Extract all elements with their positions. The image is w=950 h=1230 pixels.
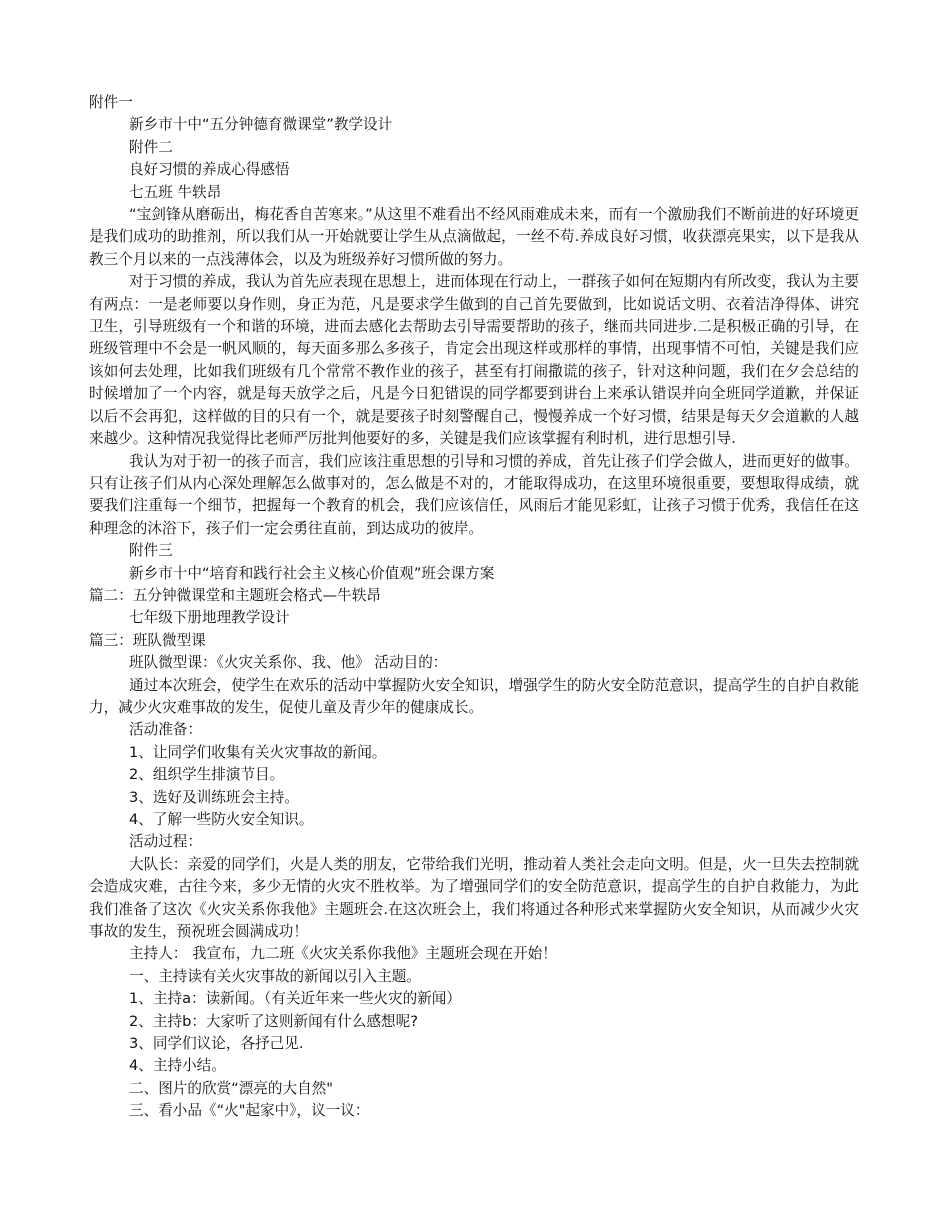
step-1-heading: 一、主持读有关火灾事故的新闻以引入主题。 — [129, 967, 421, 985]
activity-goal-paragraph: 通过本次班会，使学生在欢乐的活动中掌握防火安全知识，增强学生的防火安全防范意识，提高学生的自护自救能力，减少火灾难事故的发生，促使儿童及青少年的健康成长。 — [89, 676, 859, 716]
step-1-item-1: 1、主持a：读新闻。（有关近年来一些火灾的新闻） — [129, 990, 461, 1008]
document-page — [89, 92, 859, 1123]
process-heading: 活动过程： — [129, 833, 202, 851]
geography-design-title: 七年级下册地理教学设计 — [129, 609, 290, 627]
captain-speech-paragraph: 大队长：亲爱的同学们，火是人类的朋友，它带给我们光明，推动着人类社会走向文明。但是，火一旦失去控制就会造成灾难，古往今来，多少无情的火灾不胜枚举。为了增强同学们的安全防范意识，提高学生的自护自救能力，为此我们准备了这次《火灾关系你我他》主题班会.在这次班会上，我们将通过各种形式来掌握防火安全知识，从而减少火灾事故的发生，预祝班会圆满成功！ — [89, 855, 859, 941]
essay-paragraph-2: 对于习惯的养成，我认为首先应表现在思想上，进而体现在行动上，一群孩子如何在短期内有所改变，我认为主要有两点：一是老师要以身作则，身正为范，凡是要求学生做到的自己首先要做到，比如说话文明、衣着洁净得体、讲究卫生，引导班级有一个和谐的环境，进而去感化去帮助去引导需要帮助的孩子，继而共同进步.二是积极正确的引导，在班级管理中不会是一帆风顺的，每天面多那么多孩子，肯定会出现这样或那样的事情，出现事情不可怕，关键是我们应该如何去处理，比如我们班级有几个常常不教作业的孩子，甚至有打闹撒谎的孩子，针对这种问题，我们在夕会总结的时候增加了一个内容，就是每天放学之后，凡是今日犯错误的同学都要到讲台上来承认错误并向全班同学道歉，并保证以后不会再犯，这样做的目的只有一个，就是要孩子时刻警醒自己，慢慢养成一个好习惯，结果是每天夕会道歉的人越来越少。这种情况我觉得比老师严厉批判他要好的多，关键是我们应该掌握有利时机，进行思想引导. — [89, 273, 859, 448]
preparation-item-3: 3、选好及训练班会主持。 — [129, 788, 299, 806]
preparation-item-2: 2、组织学生排演节目。 — [129, 766, 285, 784]
step-2-heading: 二、图片的欣赏“漂亮的大自然" — [129, 1079, 333, 1097]
preparation-item-4: 4、了解一些防火安全知识。 — [129, 811, 314, 828]
section-2-heading: 篇二：五分钟微课堂和主题班会格式—牛轶昂 — [89, 586, 381, 604]
step-1-item-2: 2、主持b：大家听了这则新闻有什么感想呢? — [129, 1012, 418, 1030]
attachment-1-heading: 附件一 — [89, 94, 133, 111]
step-3-heading: 三、看小品《“火"起家中》，议一议： — [129, 1102, 370, 1120]
attachment-1-title: 新乡市十中“五分钟德育微课堂”教学设计 — [129, 116, 393, 134]
preparation-item-1: 1、让同学们收集有关火灾事故的新闻。 — [129, 743, 387, 761]
host-announcement: 主持人： 我宣布，九二班《火灾关系你我他》主题班会现在开始！ — [129, 945, 557, 963]
attachment-3-title: 新乡市十中“培育和践行社会主义核心价值观”班会课方案 — [129, 564, 495, 582]
lesson-title: 班队微型课：《火灾关系你、我、他》 活动目的： — [129, 654, 448, 672]
essay-paragraph-1: “宝剑锋从磨砺出，梅花香自苦寒来。”从这里不难看出不经风雨难成未来，而有一个激励我们不断前进的好环境更是我们成功的助推剂，所以我们从一开始就要让学生从点滴做起，一丝不苟.养成良好习惯，收获漂亮果实，以下是我从教三个月以来的一点浅薄体会，以及为班级养好习惯所做的努力。 — [89, 206, 859, 268]
essay-paragraph-3: 我认为对于初一的孩子而言，我们应该注重思想的引导和习惯的养成，首先让孩子们学会做人，进而更好的做事。只有让孩子们从内心深处理解怎么做事对的，怎么做是不对的，才能取得成功，在这里环境很重要，要想取得成绩，就要我们注重每一个细节，把握每一个教育的机会，我们应该信任，风雨后才能见彩虹，让孩子习惯于优秀，我信任在这种理念的沐浴下，孩子们一定会勇往直前，到达成功的彼岸。 — [89, 452, 859, 537]
step-1-item-3: 3、同学们议论，各抒己见. — [129, 1035, 304, 1053]
attachment-2-heading: 附件二 — [129, 138, 173, 156]
essay-title: 良好习惯的养成心得感悟 — [129, 161, 290, 179]
section-3-heading: 篇三：班队微型课 — [89, 631, 206, 649]
preparation-heading: 活动准备： — [129, 721, 202, 739]
attachment-3-heading: 附件三 — [129, 542, 173, 560]
step-1-item-4: 4、主持小结。 — [129, 1057, 226, 1075]
essay-author: 七五班 牛轶昂 — [129, 183, 222, 201]
